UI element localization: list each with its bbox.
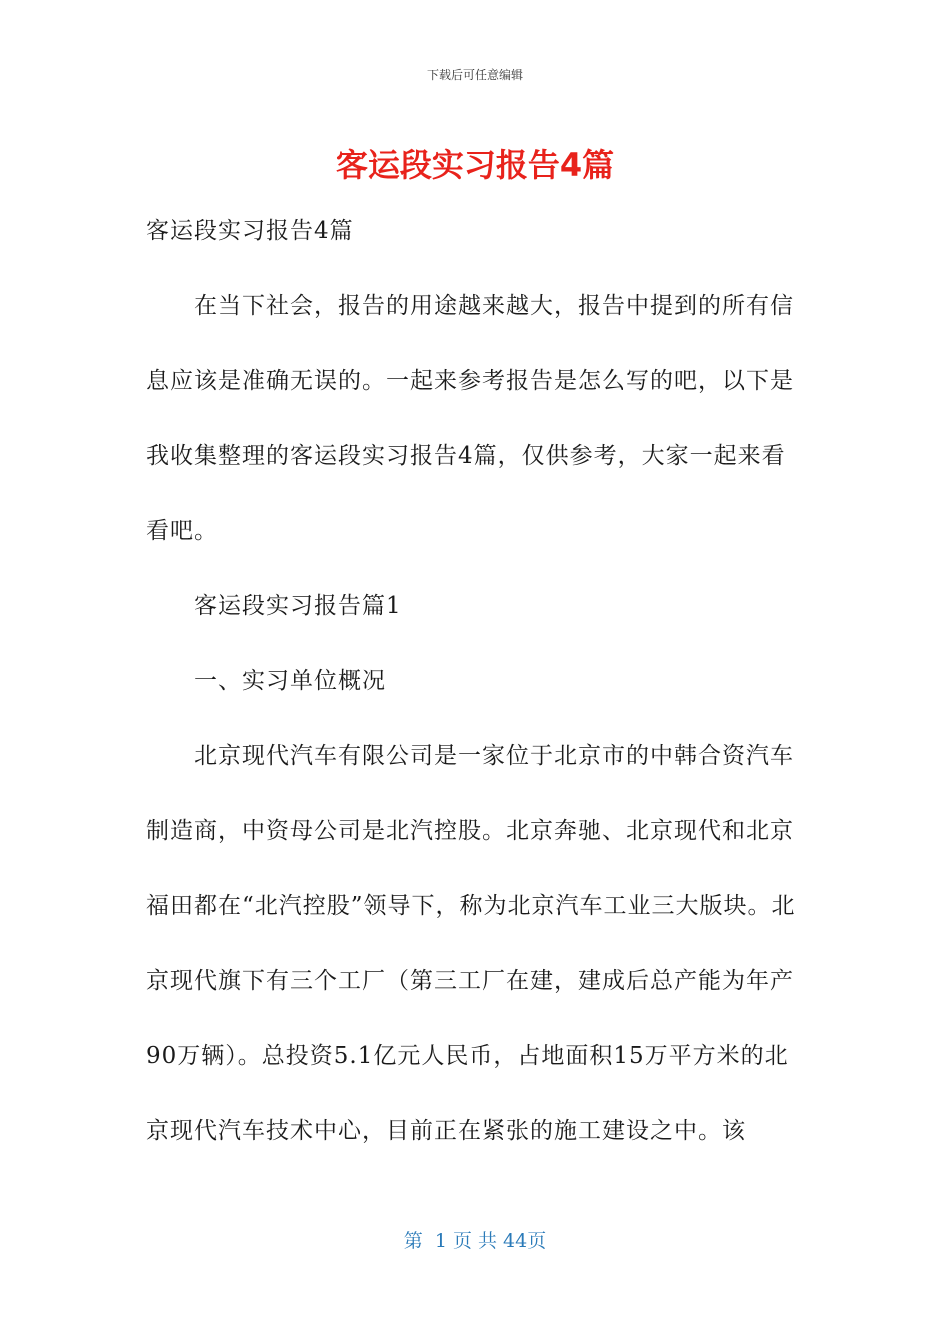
document-body — [146, 194, 796, 1169]
subsection-heading: 一、实习单位概况 — [194, 668, 386, 694]
intro-paragraph: 在当下社会，报告的用途越来越大，报告中提到的所有信息应该是准确无误的。一起来参考报告是怎么写的吧，以下是我收集整理的客运段实习报告4篇，仅供参考，大家一起来看看吧。 — [146, 293, 794, 544]
body-paragraph: 北京现代汽车有限公司是一家位于北京市的中韩合资汽车制造商，中资母公司是北汽控股。北京奔驰、北京现代和北京福田都在“北汽控股”领导下，称为北京汽车工业三大版块。北京现代旗下有三个工厂（第三工厂在建，建成后总产能为年产90万辆）。总投资5.1亿元人民币，占地面积15万平方米的北京现代汽车技术中心，目前正在紧张的施工建设之中。该 — [146, 743, 796, 1144]
document-subtitle: 客运段实习报告4篇 — [146, 218, 354, 244]
header-note: 下载后可任意编辑 — [426, 68, 523, 82]
page-number: 第 1 页 共 44页 — [403, 1230, 547, 1252]
document-title: 客运段实习报告4篇 — [335, 146, 615, 184]
section-heading: 客运段实习报告篇1 — [194, 593, 402, 619]
